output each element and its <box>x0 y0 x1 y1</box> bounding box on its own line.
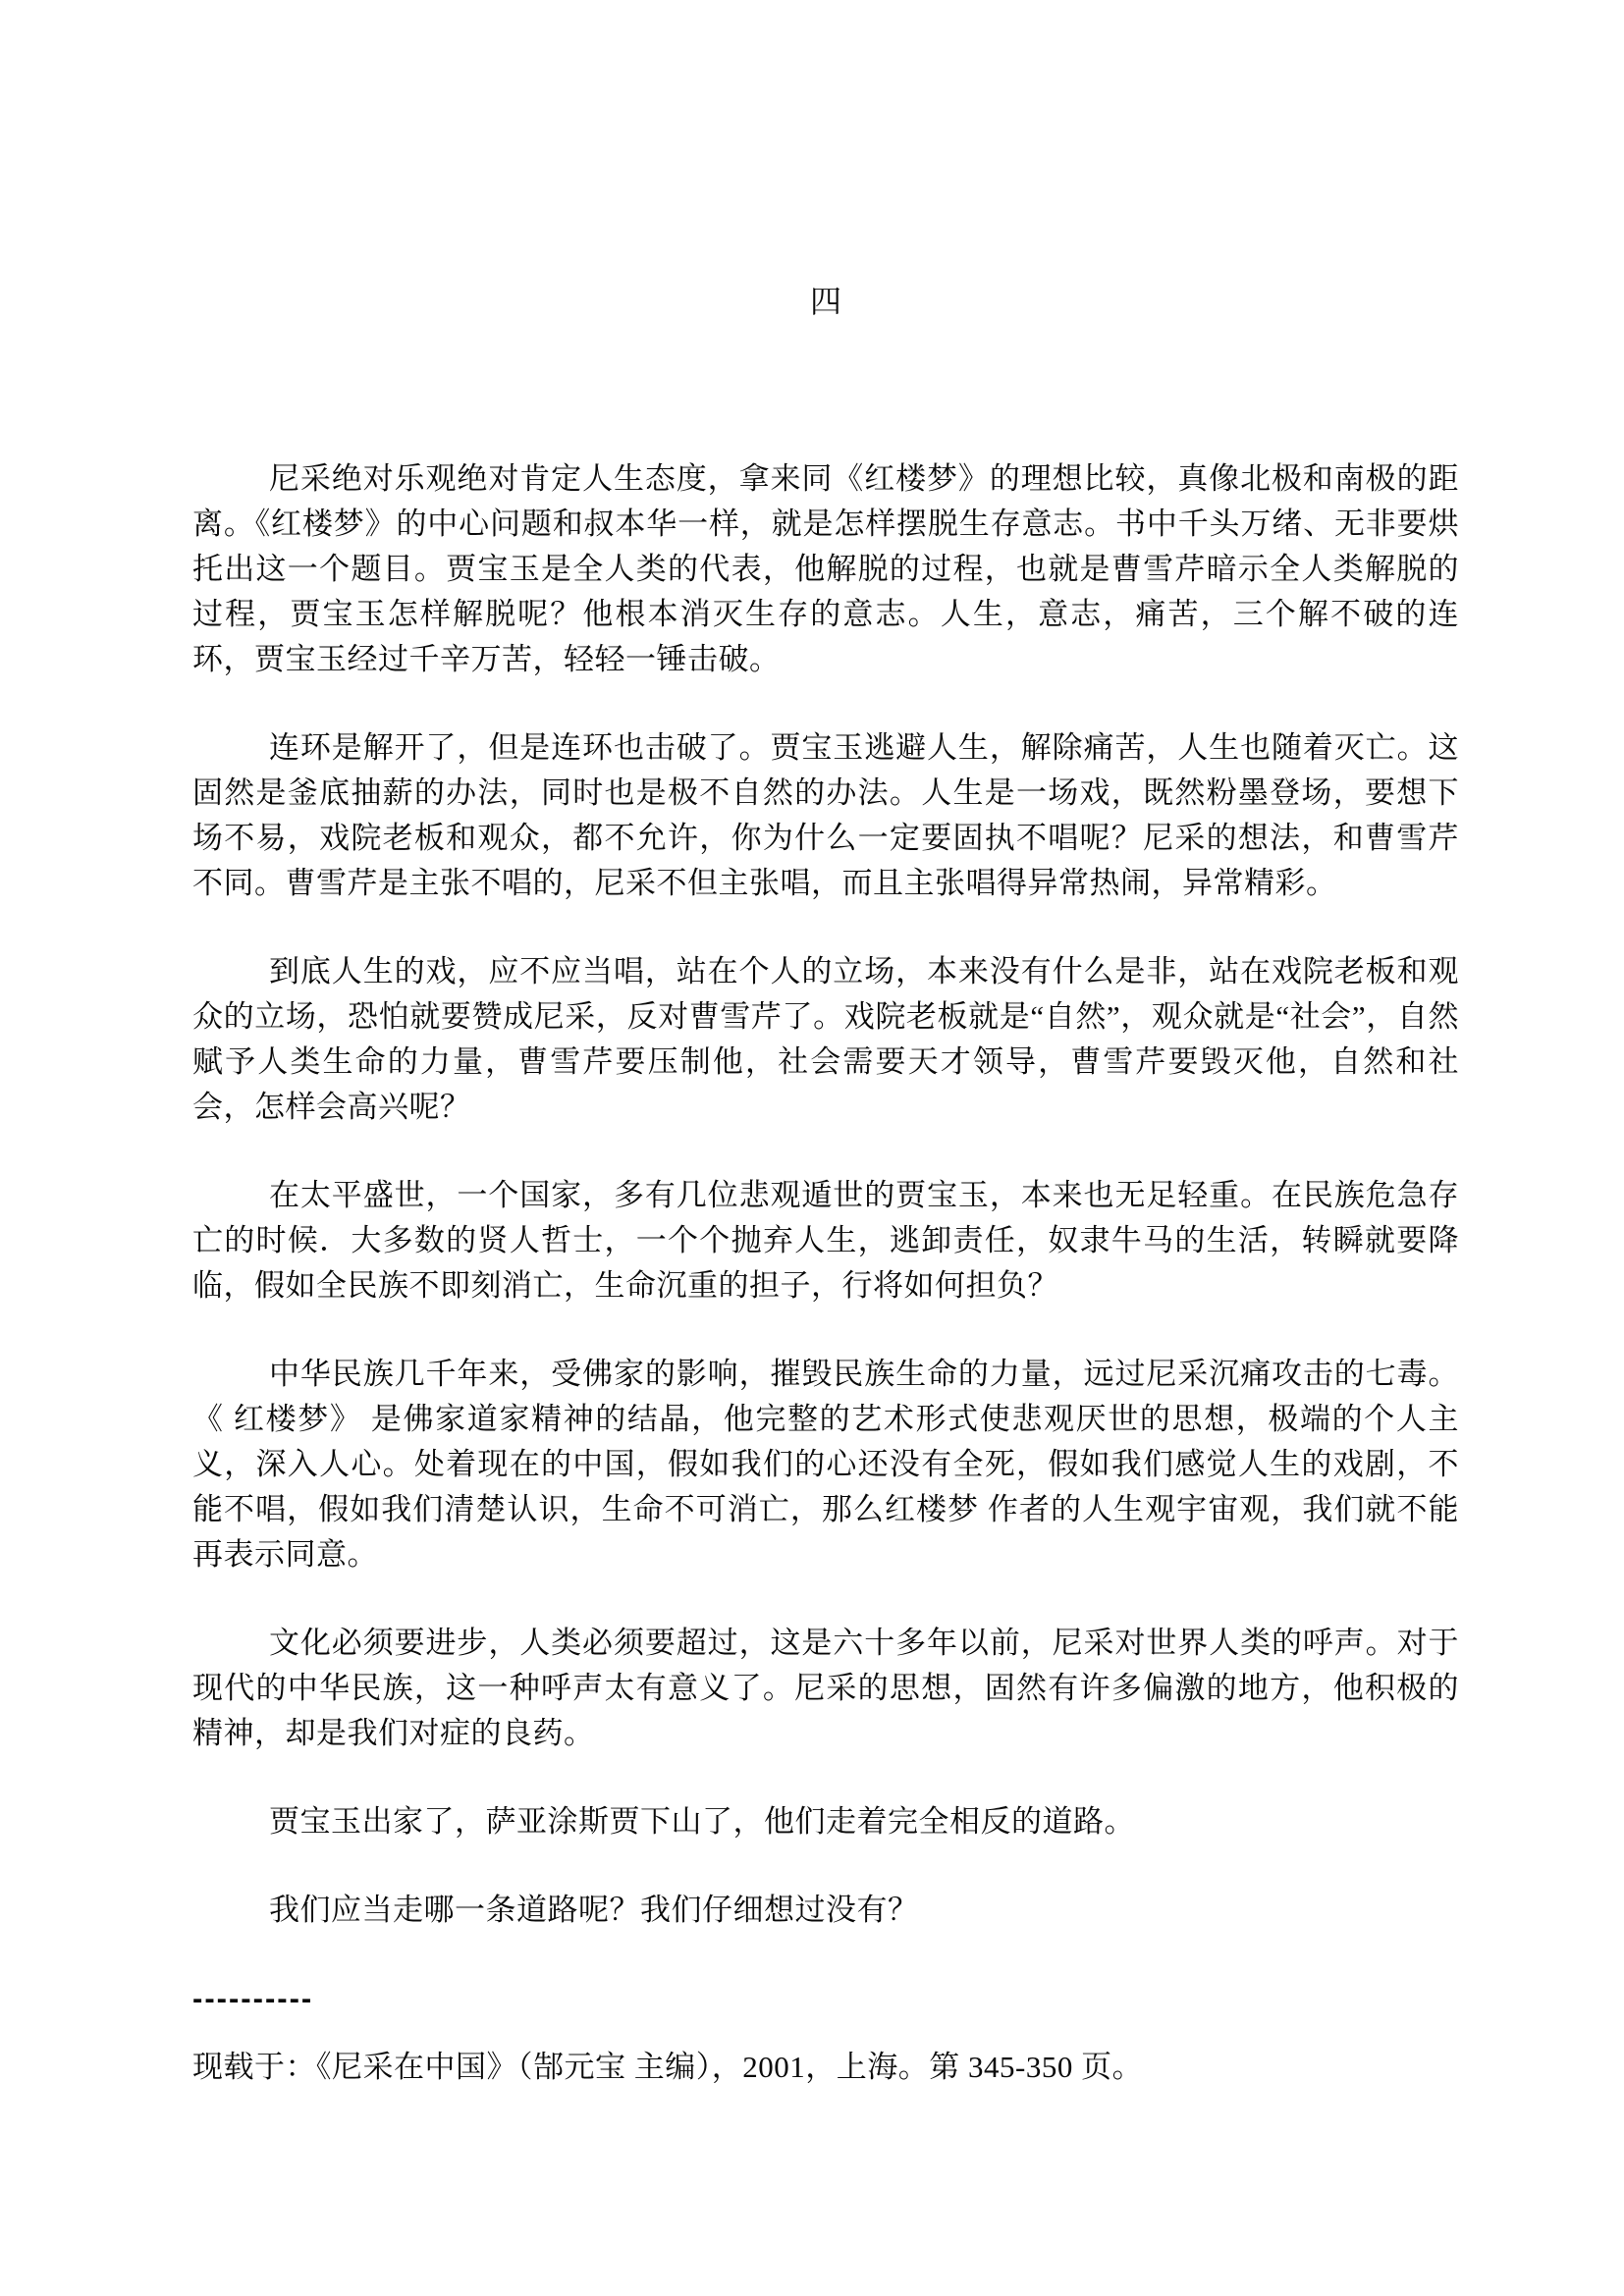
paragraph: 在太平盛世，一个国家，多有几位悲观遁世的贾宝玉，本来也无足轻重。在民族危急存亡的时候．大多数的贤人哲士，一个个抛弃人生，逃卸责任，奴隶牛马的生活，转瞬就要降临，假如全民族不即刻消亡，生命沉重的担子，行将如何担负？ <box>192 1178 1459 1303</box>
paragraph: 尼采绝对乐观绝对肯定人生态度，拿来同《红楼梦》的理想比较，真像北极和南极的距离。《红楼梦》的中心问题和叔本华一样，就是怎样摆脱生存意志。书中千头万绪、无非要烘托出这一个题目。贾宝玉是全人类的代表，他解脱的过程，也就是曹雪芹暗示全人类解脱的过程，贾宝玉怎样解脱呢？他根本消灭生存的意志。人生，意志，痛苦，三个解不破的连环，贾宝玉经过千辛万苦，轻轻一锤击破。 <box>192 461 1459 676</box>
source-citation: 现载于：《尼采在中国》（郜元宝 主编），2001，上海。第 345-350 页。 <box>192 2050 1144 2084</box>
footnote-separator: ---------- <box>192 1981 314 2015</box>
section-title: 四 <box>809 284 841 319</box>
paragraph: 连环是解开了，但是连环也击破了。贾宝玉逃避人生，解除痛苦，人生也随着灭亡。这固然是釜底抽薪的办法，同时也是极不自然的办法。人生是一场戏，既然粉墨登场，要想下场不易，戏院老板和观众，都不允许，你为什么一定要固执不唱呢？尼采的想法，和曹雪芹不同。曹雪芹是主张不唱的，尼采不但主张唱，而且主张唱得异常热闹，异常精彩。 <box>192 730 1459 900</box>
paragraph: 我们应当走哪一条道路呢？我们仔细想过没有？ <box>269 1893 919 1927</box>
paragraph: 贾宝玉出家了，萨亚涂斯贾下山了，他们走着完全相反的道路。 <box>269 1804 1135 1839</box>
paragraph: 文化必须要进步，人类必须要超过，这是六十多年以前，尼采对世界人类的呼声。对于现代的中华民族，这一种呼声太有意义了。尼采的思想，固然有许多偏激的地方，他积极的精神，却是我们对症的良药。 <box>192 1626 1459 1750</box>
paragraph: 到底人生的戏，应不应当唱，站在个人的立场，本来没有什么是非，站在戏院老板和观众的立场，恐怕就要赞成尼采，反对曹雪芹了。戏院老板就是“自然”，观众就是“社会”，自然赋予人类生命的力量，曹雪芹要压制他，社会需要天才领导，曹雪芹要毁灭他，自然和社会，怎样会高兴呢？ <box>192 954 1459 1124</box>
paragraph: 中华民族几千年来，受佛家的影响，摧毁民族生命的力量，远过尼采沉痛攻击的七毒。《 红楼梦》 是佛家道家精神的结晶，他完整的艺术形式使悲观厌世的思想，极端的个人主义，深入人心。处着现在的中国，假如我们的心还没有全死，假如我们感觉人生的戏剧，不能不唱，假如我们清楚认识，生命不可消亡，那么红楼梦 作者的人生观宇宙观，我们就不能再表示同意。 <box>192 1357 1459 1572</box>
